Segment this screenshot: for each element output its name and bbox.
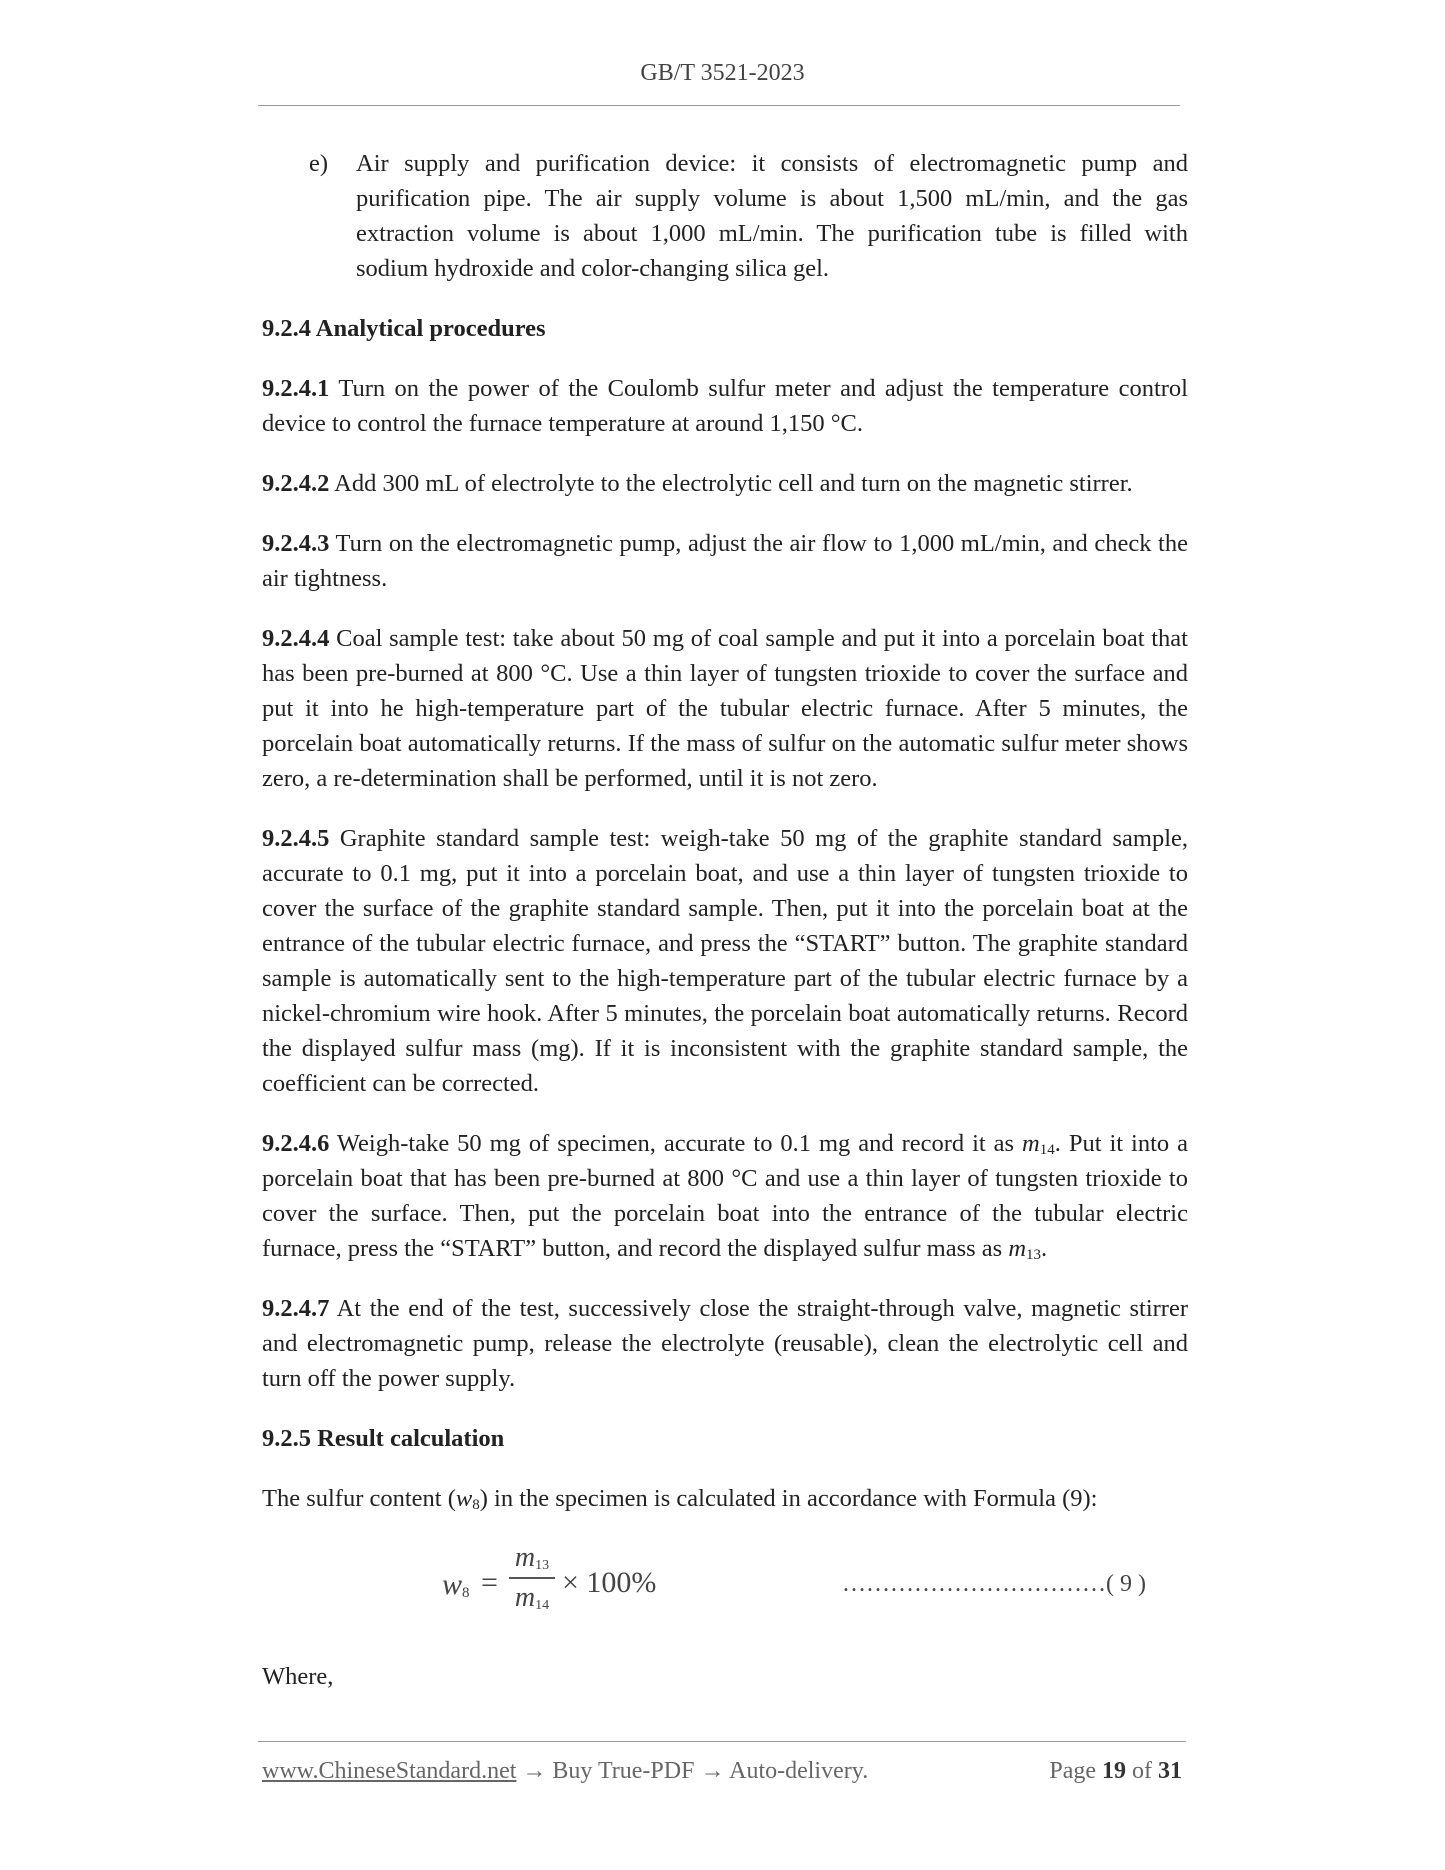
where-label: Where, [262,1663,334,1690]
variable-m: m [1008,1235,1027,1262]
step-text: Turn on the power of the Coulomb sulfur meter and adjust the temperature control device to control the furnace temperature at around 1,150 °C. [262,375,1188,437]
page-number [1049,1758,1182,1785]
list-marker: e) [309,150,329,177]
page-footer [262,1758,1182,1785]
step-9-2-4-6 [262,1126,1188,1266]
fraction-bar [509,1577,555,1579]
variable-subscript: 8 [472,1497,480,1513]
variable-m: m [1022,1130,1040,1157]
document-code: GB/T 3521-2023 [640,60,805,86]
step-text: Coal sample test: take about 50 mg of coal sample and put it into a porcelain boat that has been pre-burned at 800 °C. Use a thin layer of tungsten trioxide to cover the surface and put it into he high-temperature part of the tubular electric furnace. After 5 minutes, the porcelain boat automatically returns. If the mass of sulfur on the automatic sulfur meter shows zero, a re-determination shall be performed, until it is not zero. [262,625,1188,792]
footer-cta: → Buy True-PDF → Auto-delivery. [516,1758,869,1784]
footer-divider [258,1741,1186,1742]
page-of: of [1126,1758,1158,1784]
step-9-2-4-3 [262,526,1188,596]
website-link[interactable]: www.ChineseStandard.net [262,1758,517,1784]
page-current: 19 [1102,1758,1126,1784]
step-number: 9.2.4.7 [262,1295,330,1322]
step-text: Graphite standard sample test: weigh-take 50 mg of the graphite standard sample, accurate to 0.1 mg, put it into a porcelain boat, and use a thin layer of tungsten trioxide to cover the surface of the graphite standard sample. Then, put it into the porcelain boat at the entrance of the tubular electric furnace, and press the “START” button. The graphite standard sample is automatically sent to the high-temperature part of the tubular electric furnace by a nickel-chromium wire hook. After 5 minutes, the porcelain boat automatically returns. Record the displayed sulfur mass (mg). If it is inconsistent with the graphite standard sample, the coefficient can be corrected. [262,825,1188,1097]
list-item-text: Air supply and purification device: it consists of electromagnetic pump and purification pipe. The air supply volume is about 1,500 mL/min, and the gas extraction volume is about 1,000 mL/min. The purification tube is filled with sodium hydroxide and color-changing silica gel. [356,150,1188,282]
step-9-2-4-2 [262,466,1188,501]
intro-text: ) in the specimen is calculated in accordance with Formula (9): [479,1485,1098,1512]
step-number: 9.2.4.6 [262,1130,330,1157]
formula-denominator [509,1581,555,1615]
step-number: 9.2.4.5 [262,825,330,852]
numerator-var: m [514,1542,536,1573]
page-body [262,146,1188,1719]
formula-9 [262,1541,1188,1623]
section-heading-9-2-4: 9.2.4 Analytical procedures [262,315,546,342]
header-divider [258,105,1180,106]
section-heading-9-2-5: 9.2.5 Result calculation [262,1425,505,1452]
step-9-2-4-5 [262,821,1188,1101]
step-9-2-4-4 [262,621,1188,796]
page-total: 31 [1158,1758,1182,1784]
variable-w: w [455,1485,473,1512]
formula-lhs-sub: 8 [462,1585,470,1601]
formula-lhs [442,1567,470,1602]
step-9-2-4-1 [262,371,1188,441]
numerator-sub: 13 [535,1558,550,1573]
step-number: 9.2.4.3 [262,530,330,557]
denominator-var: m [514,1582,536,1613]
leader-dots: …………………………… [842,1571,1106,1597]
step-number: 9.2.4.1 [262,375,330,402]
formula-numerator [509,1541,555,1575]
intro-text: The sulfur content ( [262,1485,456,1512]
step-text: Add 300 mL of electrolyte to the electrolytic cell and turn on the magnetic stirrer. [329,470,1133,497]
formula-times-100-percent: × 100% [562,1566,657,1599]
step-9-2-4-7 [262,1291,1188,1396]
list-item-e [262,146,1188,286]
step-text: . Put it into a porcelain boat that has been pre-burned at 800 °C and use a thin layer of tungsten trioxide to cover the surface. Then, put the porcelain boat into the entrance of the tubular electric furnace, press the “START” button, and record the displayed sulfur mass as [262,1130,1188,1262]
variable-subscript: 14 [1039,1142,1055,1158]
formula-lhs-var: w [442,1568,463,1601]
formula-number: ( 9 ) [1106,1571,1146,1597]
step-number: 9.2.4.2 [262,470,330,497]
variable-subscript: 13 [1026,1247,1042,1263]
document-header [0,60,1445,87]
step-number: 9.2.4.4 [262,625,330,652]
formula-intro [262,1481,1188,1516]
step-text: At the end of the test, successively close the straight-through valve, magnetic stirrer and electromagnetic pump, release the electrolyte (reusable), clean the electrolytic cell and turn off the power supply. [262,1295,1188,1392]
step-text: Weigh-take 50 mg of specimen, accurate to 0.1 mg and record it as [329,1130,1023,1157]
formula-reference [842,1567,1146,1602]
step-text: Turn on the electromagnetic pump, adjust the air flow to 1,000 mL/min, and check the air tightness. [262,530,1188,592]
formula-equals: = [481,1566,498,1599]
page-label: Page [1049,1758,1102,1784]
formula-fraction [509,1541,555,1615]
denominator-sub: 14 [535,1598,550,1613]
step-text: . [1041,1235,1048,1262]
